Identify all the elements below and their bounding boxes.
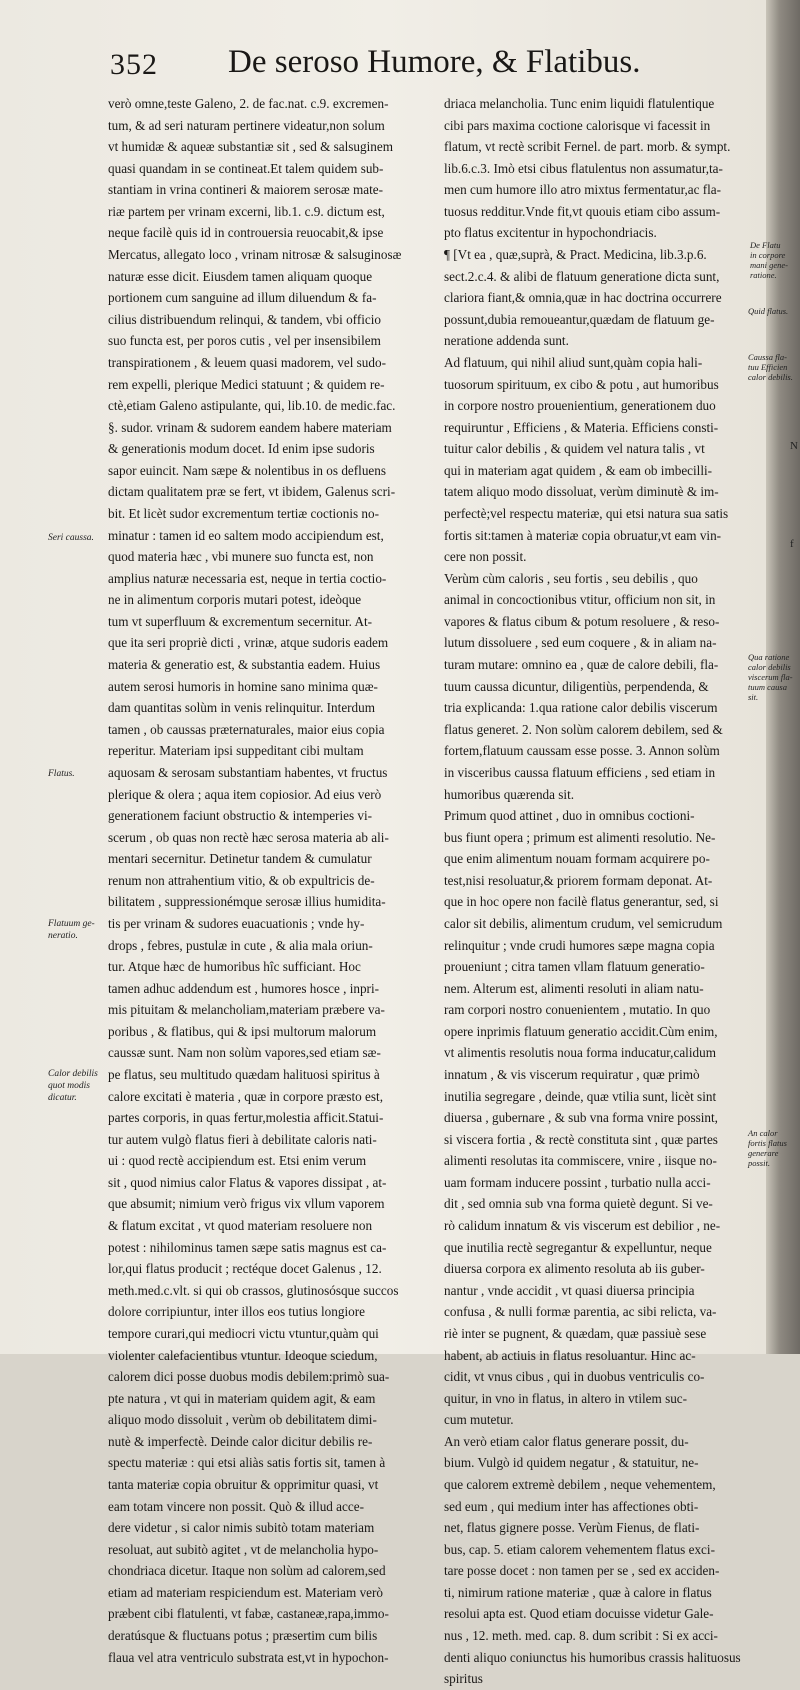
text-line: lib.6.c.3. Imò etsi cibus flatulentus non assumatur,ta- — [444, 160, 723, 176]
text-line: scerum , ob quas non rectè hæc serosa materia ab ali- — [108, 829, 389, 845]
text-line: opere inprimis flatuum generatio accidit.Cùm enim, — [444, 1023, 718, 1039]
margin-note-right — [748, 352, 793, 382]
page-header — [110, 40, 670, 88]
text-line: fortem,flatuum caussam esse posse. 3. Annon solùm — [444, 743, 720, 759]
text-line: humoribus quærenda sit. — [444, 786, 575, 802]
text-line: tur. Atque hæc de humoribus hîc sufficiant. Hoc — [108, 959, 361, 975]
text-line: ¶ [Vt ea , quæ,suprà, & Pract. Medicina, lib.3.p.6. — [444, 247, 707, 263]
margin-note-line: quot modis — [48, 1081, 90, 1091]
text-line: ti, nimirum ratione materiæ , quæ à calore in flatus — [444, 1584, 712, 1600]
text-line: bilitatem , suppressionémque serosæ illius humidita- — [108, 894, 386, 910]
text-line: generationem faciunt obstructio & intemperies vi- — [108, 808, 373, 824]
text-line: vt alimentis resolutis noua forma inducatur,calidum — [444, 1045, 716, 1061]
text-line: alimenti resolutas ita commiscere, vnire , iisque no- — [444, 1153, 717, 1169]
text-line: potest : nihilominus tamen sæpe satis magnus est ca- — [108, 1239, 387, 1255]
margin-note-line: sit. — [748, 692, 759, 702]
margin-note-line: Quid flatus. — [748, 306, 789, 316]
text-line: nem. Alterum est, alimenti resoluti in aliam natu- — [444, 980, 704, 996]
margin-note-line: Caussa fla- — [748, 352, 787, 362]
text-line: tuosorum spirituum, ex cibo & potu , aut humoribus — [444, 376, 719, 392]
text-line: men cum humore illo atro mixtus fermentatur,ac fla- — [444, 182, 722, 198]
text-line: amplius naturæ necessaria est, neque in tertia coctio- — [108, 570, 387, 586]
text-line: materia & generatio est, & substantia eadem. Huius — [108, 657, 381, 673]
margin-note-line: calor debilis — [748, 662, 791, 672]
text-line: calor sit debilis, alimentum crudum, vel semicrudum — [444, 915, 723, 931]
text-line: verò omne,teste Galeno, 2. de fac.nat. c.9. excremen- — [108, 96, 389, 111]
text-line: tur autem vulgò flatus fieri à debilitate caloris nati- — [108, 1131, 377, 1147]
text-line: quod materia hæc , vbi munere suo functa est, non — [108, 549, 374, 565]
text-line: aliquo modo dissoluit , verùm ob debilitatem dimi- — [108, 1412, 377, 1428]
text-line: fortis sit:tamen à materiæ copia obruatur,vt eam vin- — [444, 527, 722, 543]
text-line: nantur , vnde accidit , vt quasi diuersa principia — [444, 1282, 695, 1298]
margin-note-line: mani gene- — [750, 260, 789, 270]
text-line: transpirationem , & leuem quasi madorem, vel sudo- — [108, 354, 386, 370]
text-line: quasi quandam in se contineat.Et talem quidem sub- — [108, 160, 384, 176]
margin-note-line: calor debilis. — [748, 372, 793, 382]
text-line: Ad flatuum, qui nihil aliud sunt,quàm copia hali- — [444, 354, 703, 370]
text-line: spiritus — [444, 1671, 483, 1687]
text-line: animal in concoctionibus vtitur, officium non sit, in — [444, 592, 716, 608]
text-line: diuersa corpora ex alimento resoluta ab iis guber- — [444, 1261, 705, 1277]
text-line: relinquitur ; vnde crudi humores sæpe magna copia — [444, 937, 715, 953]
text-line: chondriaca dicetur. Itaque non solùm ad calorem,sed — [108, 1563, 386, 1579]
text-line: Primum quod attinet , duo in omnibus coctioni- — [444, 808, 695, 824]
text-line: renum non attrahentium vitio, & ob expultricis de- — [108, 872, 375, 888]
text-line: bium. Vulgò id quidem negatur , & statuitur, ne- — [444, 1455, 699, 1471]
text-line: si viscera fortia , & rectè constituta sint , quæ partes — [444, 1131, 718, 1147]
text-line: cibi pars maxima coctione calorisque vi facessit in — [444, 117, 711, 133]
text-line: riè inter se pugnent, & quædam, quæ passiuè sese — [444, 1325, 707, 1341]
margin-note-left — [48, 768, 75, 780]
text-line: diuersa , gubernare , & sub vna forma vnire possint, — [444, 1110, 718, 1126]
margin-note-line: Flatuum ge- — [48, 919, 95, 929]
margin-note-line: viscerum fla- — [748, 672, 793, 682]
text-line: mentari secernitur. Detinetur tandem & cumulatur — [108, 851, 372, 867]
text-line: vapores & flatus cibum & potum resoluere , & reso- — [444, 613, 720, 629]
text-line: test,nisi resoluatur,& priorem formam deponat. At- — [444, 872, 713, 888]
text-line: neque facilè quis id in controuersia reuocabit,& ipse — [108, 225, 384, 241]
margin-note-line: Qua ratione — [748, 652, 790, 662]
text-line: sect.2.c.4. & alibi de flatuum generatione dicta sunt, — [444, 268, 720, 284]
text-line: & flatum excitat , vt quod materiam resoluere non — [108, 1218, 373, 1234]
text-line: tria explicanda: 1.qua ratione calor debilis viscerum — [444, 700, 718, 716]
text-line: mis pituitam & melancholiam,materiam præbere va- — [108, 1002, 385, 1018]
text-line: cidit, vt vnus cibus , qui in duobus ventriculis co- — [444, 1369, 705, 1385]
text-line: tamen adhuc addendum est , humores hosce , inpri- — [108, 980, 380, 996]
text-line: stantiam in vrina contineri & maiorem serosæ mate- — [108, 182, 384, 198]
text-line: tum vt superfluum & excrementum secernitur. At- — [108, 613, 373, 629]
text-line: denti aliquo coniunctus his humoribus crassis halituosus — [444, 1649, 741, 1665]
text-line: Mercatus, allegato loco , vrinam nitrosæ & salsuginosæ — [108, 247, 402, 263]
running-title: De seroso Humore, & Flatibus. — [228, 44, 641, 80]
text-line: nus , 12. meth. med. cap. 8. dum scribit : Si ex acci- — [444, 1628, 718, 1644]
text-line: meth.med.c.vlt. si qui ob crassos, glutinosósque succos — [108, 1282, 399, 1298]
text-line: innatum , & vis viscerum requiratur , quæ primò — [444, 1067, 700, 1083]
margin-note-line: dicatur. — [48, 1093, 77, 1103]
text-line: autem serosi humoris in homine sano minima quæ- — [108, 678, 378, 694]
text-line: suo functa est, per poros cutis , vel per insensibilem — [108, 333, 381, 349]
text-line: driaca melancholia. Tunc enim liquidi flatulentique — [444, 96, 715, 111]
text-line: pto flatus excitentur in hypochondriacis. — [444, 225, 657, 241]
text-line: calore excitati è materia , quæ in corpore præsto est, — [108, 1088, 384, 1104]
text-line: dam quantitas solùm in venis relinquitur. Interdum — [108, 700, 376, 716]
text-line: calorem dici posse duobus modis debilem:primò sua- — [108, 1369, 390, 1385]
text-line: sit , quod nimius calor Flatus & vapores dissipat , at- — [108, 1174, 387, 1190]
text-line: ram corpori nostro conuenientem , mutatio. In quo — [444, 1002, 711, 1018]
margin-note-line: Flatus. — [48, 769, 75, 779]
text-line: bus, cap. 5. etiam calorem vehementem flatus exci- — [444, 1541, 715, 1557]
margin-note-line: An calor — [748, 1128, 778, 1138]
text-line: vt humidæ & aqueæ substantiæ sit , sed & salsuginem — [108, 139, 393, 155]
text-line: violenter calefacientibus vtuntur. Ideoque sciedum, — [108, 1347, 378, 1363]
text-line: dictam qualitatem præ se fert, vt ibidem, Galenus scri- — [108, 484, 396, 500]
text-line: cere non possit. — [444, 549, 527, 565]
text-line: tanta materiæ copia obruitur & opprimitur quasi, vt — [108, 1477, 379, 1492]
text-line: in corpore nostro prouenientium, generationem duo — [444, 398, 716, 414]
text-line: que enim alimentum nouam formam acquirere po- — [444, 851, 710, 867]
margin-note-line: ratione. — [750, 270, 777, 280]
text-line: flatum, vt rectè scribit Fernel. de part. morb. & sympt. — [444, 139, 731, 155]
text-line: portionem cum sanguine ad illum diluendum & fa- — [108, 290, 377, 306]
text-line: bus fiunt opera ; primum est alimenti resolutio. Ne- — [444, 829, 716, 845]
margin-note-line: in corpore — [750, 250, 786, 260]
text-line: & generationis modum docet. Id enim ipse sudoris — [108, 441, 375, 457]
text-line: etiam ad materiam respiciendum est. Materiam verò — [108, 1584, 383, 1600]
text-line: que calorem extremè debilem , neque vehementem, — [444, 1477, 716, 1492]
margin-note-right — [748, 652, 793, 702]
text-line: flatus generet. 2. Non solùm calorem debilem, sed & — [444, 721, 723, 737]
text-line: pe flatus, seu multitudo quædam halituosi spiritus à — [108, 1067, 380, 1083]
text-line: tempore curari,qui mediocri victu vtuntur,quàm qui — [108, 1325, 379, 1341]
text-line: rò calidum innatum & vis viscerum est debilior , ne- — [444, 1218, 721, 1234]
page-number: 352 — [110, 48, 158, 81]
right-text-column — [444, 93, 766, 1690]
text-line: que in hoc opere non facilè flatus generantur, sed, si — [444, 894, 719, 910]
margin-note-line: tuum causa — [748, 682, 787, 692]
text-line: cum mutetur. — [444, 1412, 514, 1428]
text-line: ne in alimentum corporis mutari potest, ideòque — [108, 592, 362, 608]
margin-note-right — [748, 306, 788, 316]
margin-note-line: De Flatu — [750, 240, 781, 250]
text-line: §. sudor. vrinam & sudorem eandem habere materiam — [108, 419, 392, 435]
text-line: sed eum , qui medium inter has affectiones obti- — [444, 1498, 699, 1514]
margin-note-right — [748, 1128, 800, 1168]
text-line: neratione addenda sunt. — [444, 333, 569, 349]
text-line: spectu materiæ : qui etsi aliàs satis fortis sit, tamen à — [108, 1455, 386, 1471]
text-line: tatem aliquo modo dissoluat, verùm diminutè & im- — [444, 484, 719, 500]
text-line: tuitur calor debilis , & quidem vel natura talis , vt — [444, 441, 705, 457]
text-line: possunt,dubia remoueantur,quædam de flatuum ge- — [444, 311, 715, 327]
text-line: inutilia segregare , deinde, quæ vtilia sunt, licèt sint — [444, 1088, 717, 1104]
text-line: quitur, in vno in flatus, in altero in vtilem suc- — [444, 1390, 688, 1406]
text-line: ui : quod rectè accipiendum est. Etsi enim verum — [108, 1153, 367, 1169]
text-line: requiruntur , Efficiens , & Materia. Efficiens consti- — [444, 419, 719, 435]
text-line: aquosam & serosam substantiam habentes, vt fructus — [108, 764, 388, 780]
left-text-column — [108, 93, 446, 1668]
text-line: clariora fiant,& omnia,quæ in hac doctrina occurrere — [444, 290, 722, 306]
text-line: tuosus redditur.Vnde fit,vt quouis etiam cibo assum- — [444, 203, 721, 219]
margin-note-left — [48, 532, 94, 544]
text-line: dolore corripiuntur, inter illos eos tutius longiore — [108, 1304, 365, 1320]
margin-note-line: neratio. — [48, 931, 78, 941]
text-line: que absumit; nimium verò frigus vix vllum vaporem — [108, 1196, 385, 1212]
text-line: Verùm cùm caloris , seu fortis , seu debilis , quo — [444, 570, 698, 586]
text-line: proueniunt ; citra tamen vllam flatuum generatio- — [444, 959, 705, 975]
text-line: præbent cibi flatulenti, vt fabæ, castaneæ,rapa,immo- — [108, 1606, 389, 1622]
text-line: nutè & imperfectè. Deinde calor dicitur debilis re- — [108, 1433, 373, 1449]
text-line: tuum caussa dicuntur, diligentiùs, perpendenda, & — [444, 678, 709, 694]
adjacent-page-letter: N — [790, 440, 798, 452]
text-line: drops , febres, pustulæ in cute , & alia mala oriun- — [108, 937, 373, 953]
text-line: cilius distribuendum relinqui, & tandem, vbi officio — [108, 311, 381, 327]
text-line: eam totam vincere non possit. Quò & illud acce- — [108, 1498, 364, 1514]
text-line: tare posse docet : non tamen per se , sed ex acciden- — [444, 1563, 720, 1579]
text-line: ctè,etiam Galeno astipulante, qui, lib.10. de medic.fac. — [108, 398, 396, 414]
text-line: bit. Et licèt sudor excrementum tertiæ coctionis no- — [108, 505, 380, 521]
margin-note-line: tuu Efficien — [748, 362, 788, 372]
text-line: resolui apta est. Quod etiam docuisse videtur Gale- — [444, 1606, 714, 1622]
text-line: caussæ sunt. Nam non solùm vapores,sed etiam sæ- — [108, 1045, 381, 1061]
text-line: dere videtur , si calor nimis subitò totam materiam — [108, 1520, 375, 1536]
text-line: riæ partem per vrinam excerni, lib.1. c.9. dictum est, — [108, 203, 385, 219]
text-line: dit , sed omnia sub vna forma quietè degunt. Si ve- — [444, 1196, 713, 1212]
text-line: plerique & olera ; aqua item copiosior. Ad eius verò — [108, 786, 382, 802]
text-line: qui in materiam agat quidem , & eam ob imbecilli- — [444, 462, 713, 478]
text-line: rem expelli, plerique Medici statuunt ; & quidem re- — [108, 376, 385, 392]
text-line: in visceribus caussa flatuum efficiens , sed etiam in — [444, 764, 716, 780]
text-line: habent, ab actiuis in flatus resoluantur. Hinc ac- — [444, 1347, 696, 1363]
text-line: confusa , & nulli formæ parentia, ac sibi relicta, va- — [444, 1304, 717, 1320]
text-line: sapor euincit. Nam sæpe & nolentibus in os defluens — [108, 462, 386, 478]
text-line: reperitur. Materiam ipsi suppeditant cibi multam — [108, 743, 364, 759]
margin-note-right — [750, 240, 788, 280]
text-line: que ita seri propriè dicti , vrinæ, atque sudoris eadem — [108, 635, 389, 651]
margin-note-line: Seri caussa. — [48, 533, 94, 543]
text-line: perfectè;vel respectu materiæ, qui etsi natura sua satis — [444, 505, 729, 521]
text-line: lor,qui flatus producit ; rectéque docet Galenus , 12. — [108, 1261, 382, 1277]
adjacent-page-letter: f — [790, 538, 794, 550]
text-line: lutum dissoluere , sed eum coquere , & in aliam na- — [444, 635, 717, 651]
text-line: uam formam inducere possint , turbatio nulla acci- — [444, 1174, 711, 1190]
margin-note-line: Calor debilis — [48, 1069, 98, 1079]
margin-note-left — [48, 918, 95, 942]
text-line: tamen , ob caussas præternaturales, maior eius copia — [108, 721, 385, 737]
text-line: que inutilia rectè segregantur & expelluntur, neque — [444, 1239, 712, 1255]
margin-note-line: generare possit. — [748, 1148, 779, 1168]
text-line: partes corporis, in quas fertur,molestia afficit.Statui- — [108, 1110, 384, 1126]
text-line: tum, & ad seri naturam pertinere videatur,non solum — [108, 117, 385, 133]
text-line: An verò etiam calor flatus generare possit, du- — [444, 1433, 689, 1449]
text-line: flaua vel atra ventriculo substrata est,vt in hypochon- — [108, 1649, 389, 1665]
text-line: naturæ esse dicit. Eiusdem tamen aliquam quoque — [108, 268, 373, 284]
text-line: pte natura , vt qui in materiam quidem agit, & eam — [108, 1390, 376, 1406]
margin-note-left — [48, 1068, 98, 1104]
text-line: resoluat, aut subitò agitet , vt de melancholia hypo- — [108, 1541, 379, 1557]
text-line: net, flatus gignere posse. Verùm Fienus, de flati- — [444, 1520, 700, 1536]
text-line: deratúsque & fluctuans potus ; præsertim cum bilis — [108, 1628, 378, 1644]
text-line: turam mutare: omnino ea , quæ de calore debili, fla- — [444, 657, 719, 673]
text-line: poribus , & flatibus, qui & ipsi multorum malorum — [108, 1023, 377, 1039]
margin-note-line: fortis flatus — [748, 1138, 787, 1148]
text-line: tis per vrinam & sudores euacuationis ; vnde hy- — [108, 915, 365, 931]
text-line: minatur : tamen id eo saltem modo accipiendum est, — [108, 527, 384, 543]
